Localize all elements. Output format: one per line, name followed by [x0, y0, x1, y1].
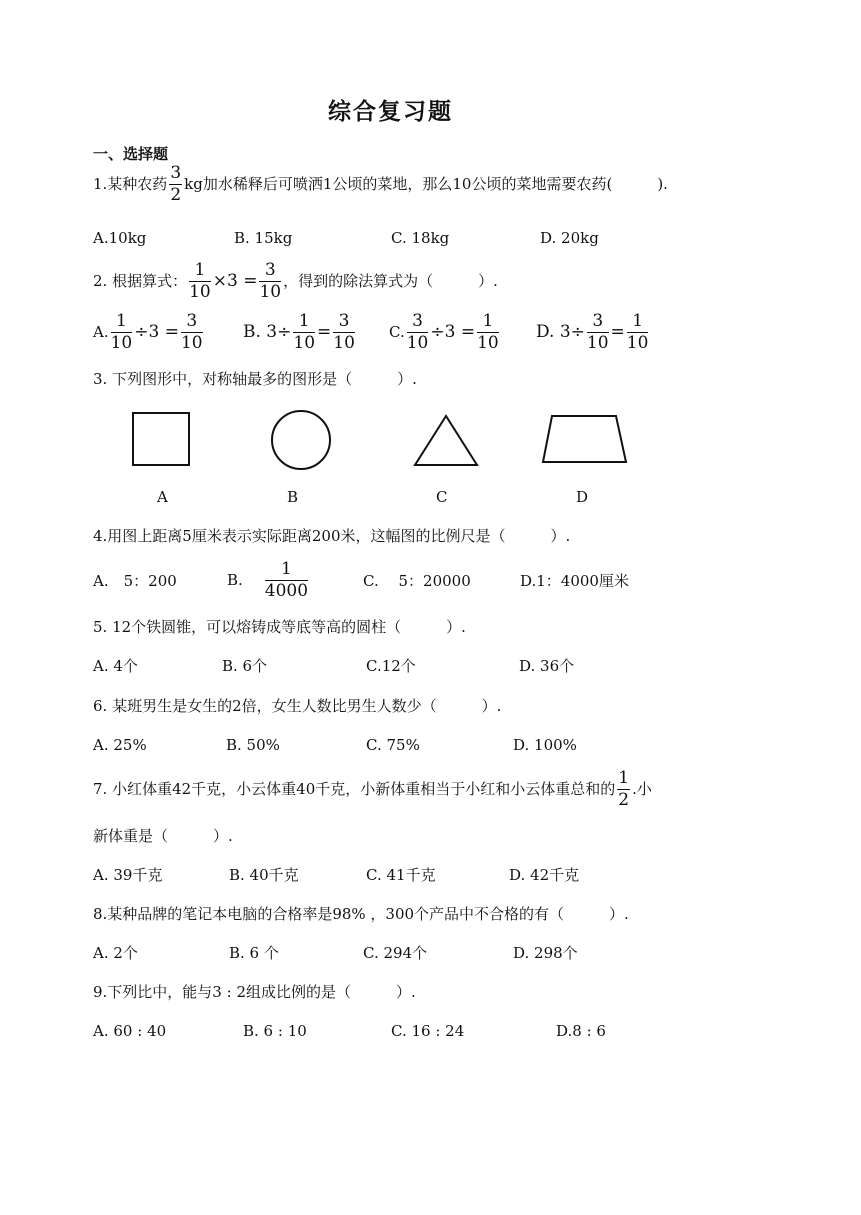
- q1-option-a: A.10kg: [93, 229, 147, 247]
- page-title: 综合复习题: [328, 98, 453, 125]
- question-2: [93, 262, 498, 301]
- q6-option-a: A. 25%: [93, 736, 147, 754]
- q1-text-pre: 1.某种农药: [93, 175, 168, 193]
- q9-option-d: D.8 : 6: [556, 1022, 606, 1040]
- question-4: 4.用图上距离5厘米表示实际距离200米，这幅图的比例尺是（ ）.: [93, 527, 571, 545]
- q1-option-d: D. 20kg: [540, 229, 599, 247]
- q2-option-b: B. 3÷ $\frac{1}{10}$ = $\frac{3}{10}$: [243, 311, 355, 353]
- q2-option-c: C. $\frac{3}{10}$ ÷3 = $\frac{1}{10}$: [389, 311, 499, 353]
- q7-fraction: $\frac{1}{2}$: [618, 768, 630, 810]
- question-8: 8.某种品牌的笔记本电脑的合格率是98% ，300个产品中不合格的有（ ）.: [93, 905, 629, 923]
- q8-option-d: D. 298个: [513, 944, 578, 962]
- q5-option-a: A. 4个: [93, 657, 138, 675]
- triangle-shape: [415, 416, 477, 465]
- q9-option-c: C. 16 : 24: [391, 1022, 465, 1040]
- question-6: 6. 某班男生是女生的2倍，女生人数比男生人数少（ ）.: [93, 697, 502, 715]
- q7-option-a: A. 39千克: [93, 866, 163, 884]
- q4-option-d: D.1：4000厘米: [520, 572, 629, 590]
- q1-option-c: C. 18kg: [391, 229, 450, 247]
- q4-option-a: A. 5：200: [93, 572, 177, 590]
- q5-option-c: C.12个: [366, 657, 416, 675]
- trapezoid-shape: [543, 416, 626, 462]
- question-3: 3. 下列图形中，对称轴最多的图形是（ ）.: [93, 370, 417, 388]
- q7-option-c: C. 41千克: [366, 866, 436, 884]
- shape-label-c: C: [436, 488, 448, 506]
- q4-option-b: B. $\frac{1}{4000}$: [227, 559, 309, 601]
- q7-text-pre: 7. 小红体重42千克，小云体重40千克，小新体重相当于小红和小云体重总和的: [93, 780, 616, 798]
- shape-label-d: D: [576, 488, 589, 506]
- q2-fraction-2: $\frac{3}{10}$: [259, 260, 282, 302]
- question-5: 5. 12个铁圆锥，可以熔铸成等底等高的圆柱（ ）.: [93, 618, 466, 636]
- q2-text-pre: 2. 根据算式：: [93, 272, 188, 290]
- q6-option-d: D. 100%: [513, 736, 577, 754]
- q1-text-post: kg加水稀释后可喷洒1公顷的菜地，那么10公顷的菜地需要农药( ).: [184, 175, 668, 193]
- q8-option-a: A. 2个: [93, 944, 138, 962]
- question-7: [93, 770, 652, 809]
- q8-option-c: C. 294个: [363, 944, 428, 962]
- q5-option-b: B. 6个: [222, 657, 268, 675]
- q1-option-b: B. 15kg: [234, 229, 293, 247]
- q2-text-post: ，得到的除法算式为（ ）.: [283, 272, 498, 290]
- shape-label-a: A: [157, 488, 168, 506]
- circle-shape: [272, 411, 330, 469]
- question-7-line-2: 新体重是（ ）.: [93, 827, 233, 845]
- shape-label-b: B: [287, 488, 299, 506]
- question-1: [93, 165, 668, 204]
- section-heading: 一、选择题: [93, 145, 169, 163]
- q5-option-d: D. 36个: [519, 657, 575, 675]
- q2-fraction-1: $\frac{1}{10}$: [189, 260, 211, 302]
- q1-fraction: $\frac{3}{2}$: [170, 163, 182, 205]
- square-shape: [133, 413, 189, 465]
- question-9: 9.下列比中，能与3 : 2组成比例的是（ ）.: [93, 983, 416, 1001]
- q7-option-d: D. 42千克: [509, 866, 580, 884]
- q2-operator: ×3 =: [212, 271, 258, 291]
- q8-option-b: B. 6 个: [229, 944, 279, 962]
- q9-option-b: B. 6 : 10: [243, 1022, 307, 1040]
- q6-option-c: C. 75%: [366, 736, 420, 754]
- q2-option-d: D. 3÷ $\frac{3}{10}$ = $\frac{1}{10}$: [536, 311, 649, 353]
- q7-option-b: B. 40千克: [229, 866, 299, 884]
- q9-option-a: A. 60 : 40: [93, 1022, 167, 1040]
- q6-option-b: B. 50%: [226, 736, 280, 754]
- q3-shapes-figure: [0, 400, 861, 480]
- q2-option-a: A. $\frac{1}{10}$ ÷3 = $\frac{3}{10}$: [93, 311, 203, 353]
- q7-text-post: .小: [632, 780, 652, 798]
- q4-option-c: C. 5：20000: [363, 572, 471, 590]
